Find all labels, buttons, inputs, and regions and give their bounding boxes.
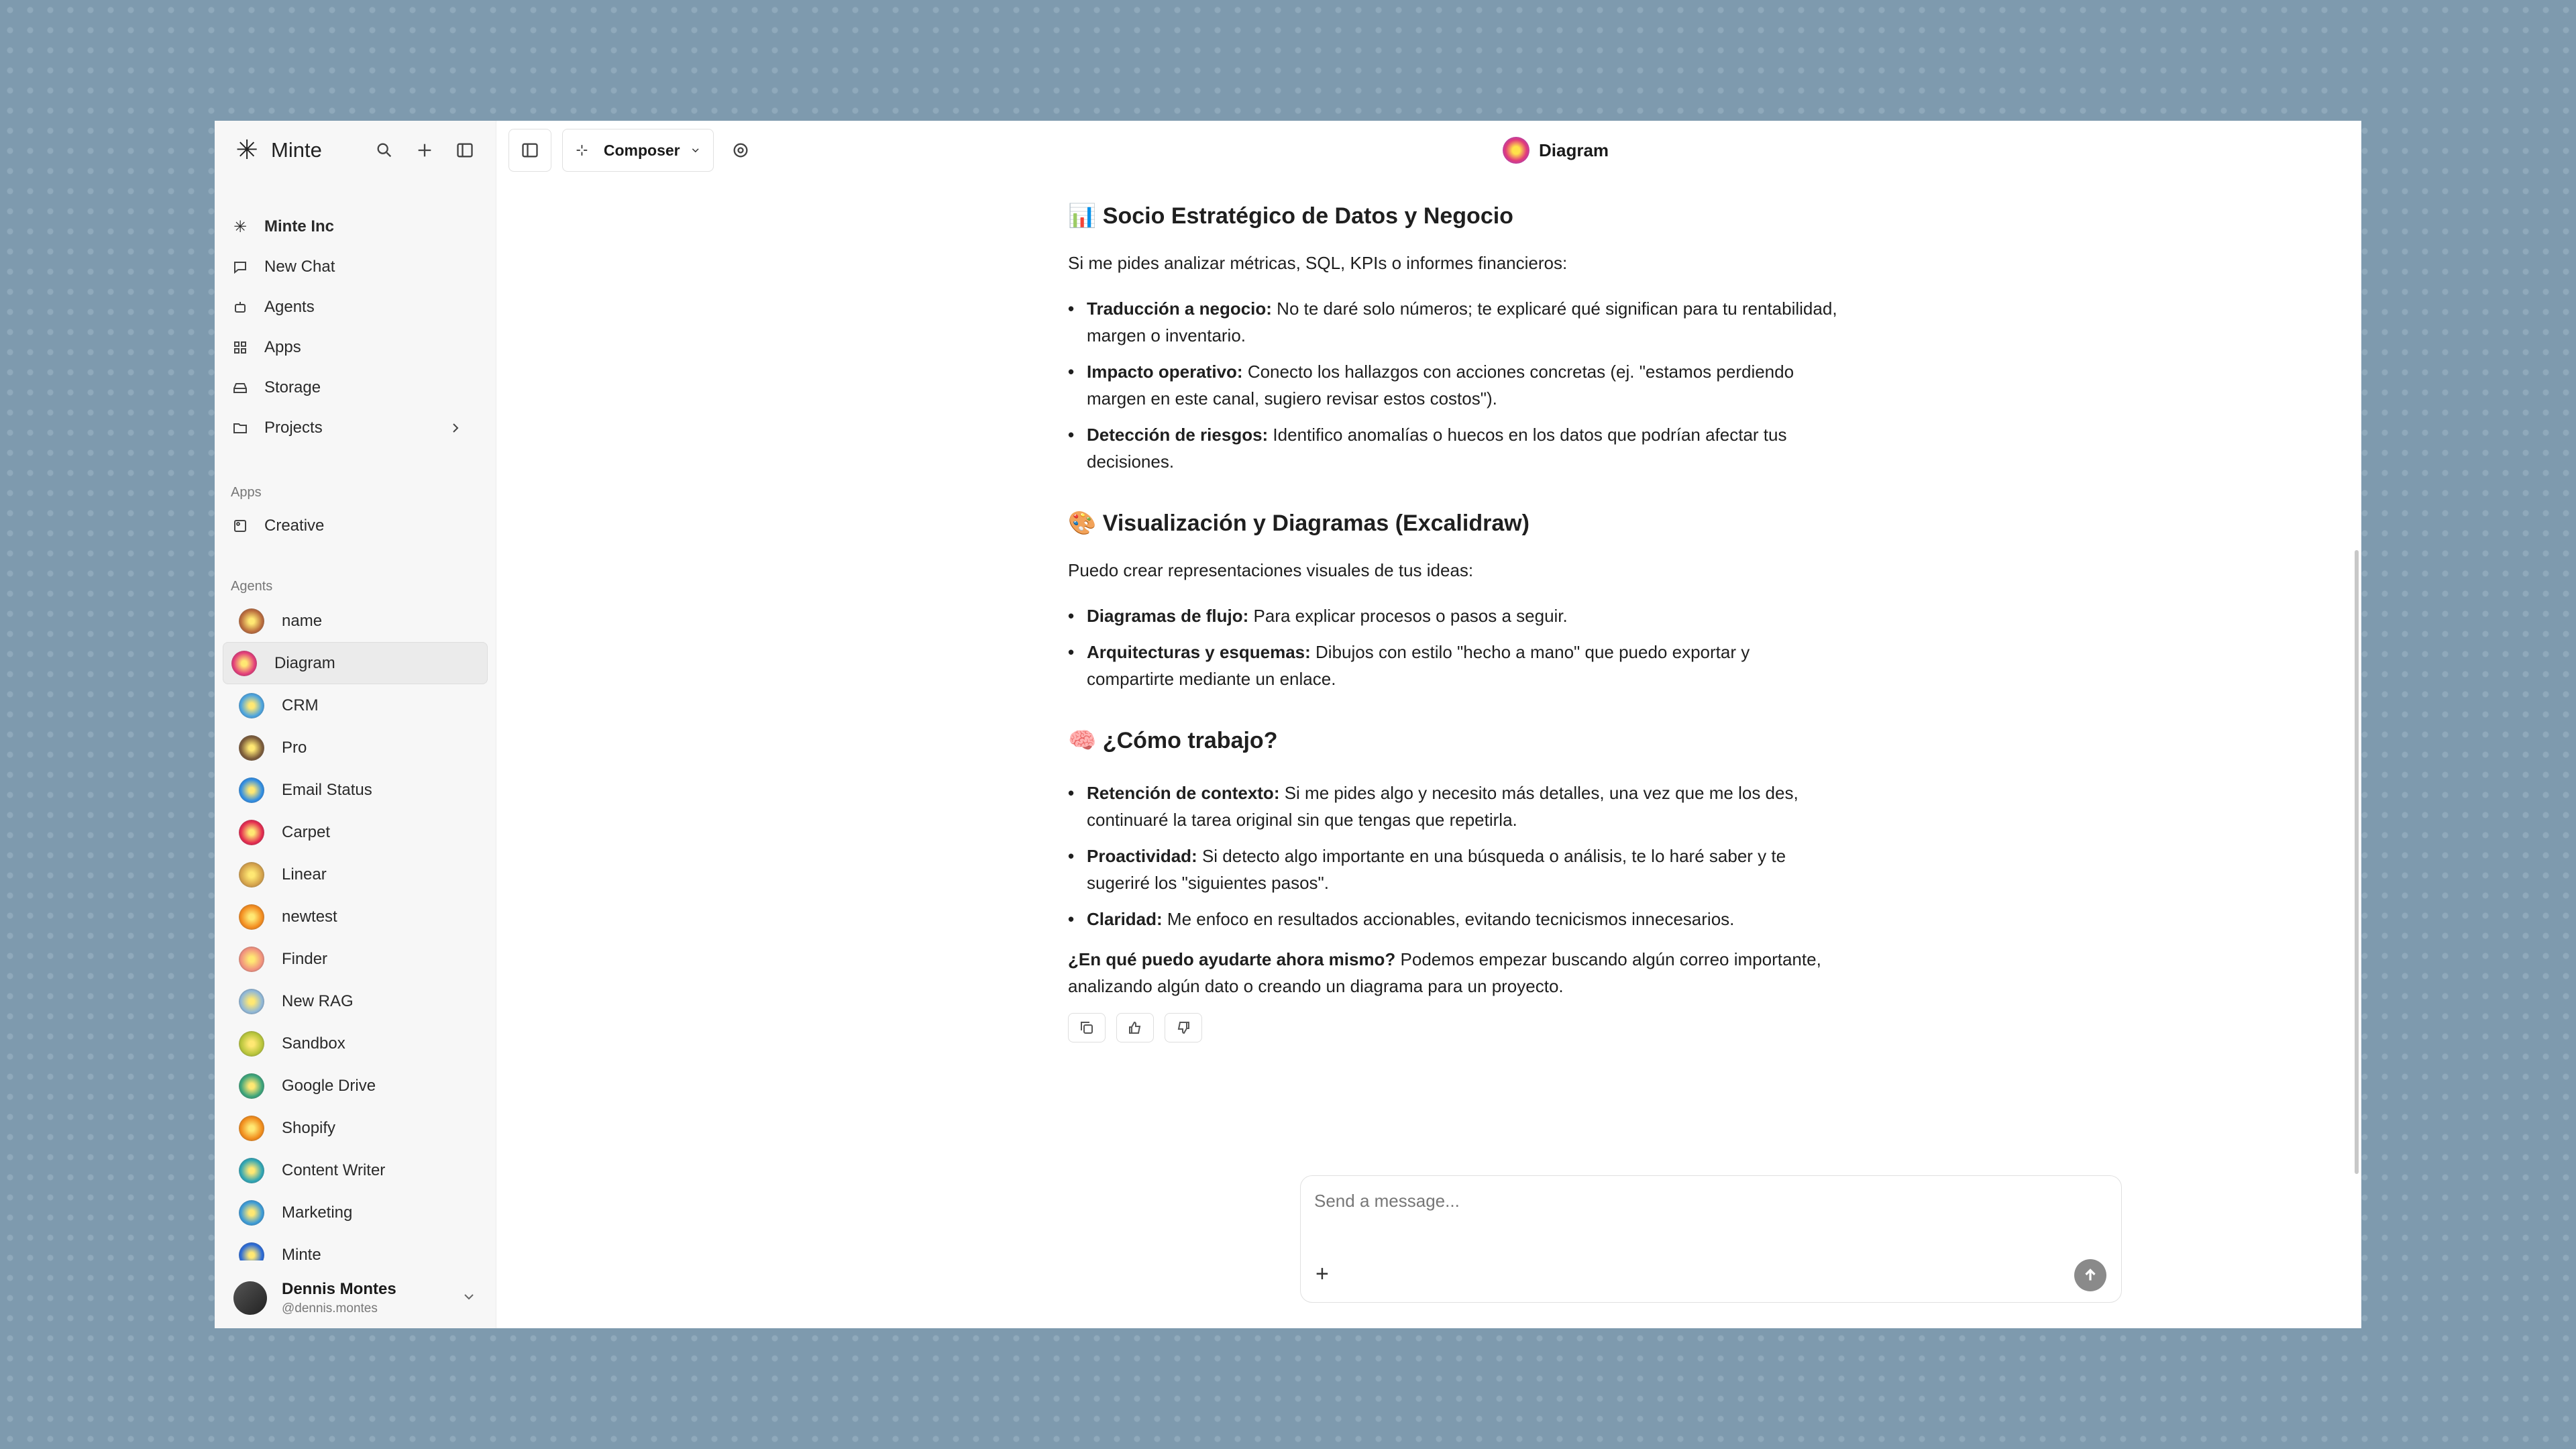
agent-avatar-icon: [239, 608, 264, 634]
sidebar-agent-item[interactable]: [223, 938, 488, 980]
user-profile[interactable]: [215, 1268, 496, 1328]
sidebar-agent-item[interactable]: [223, 727, 488, 769]
grid-icon: [231, 338, 250, 357]
closing-bold: ¿En qué puedo ayudarte ahora mismo?: [1068, 949, 1396, 969]
list-item-text: Me enfoco en resultados accionables, evitando tecnicismos innecesarios.: [1162, 909, 1735, 929]
agent-label: Pro: [282, 738, 307, 757]
chart-emoji-icon: 📊: [1068, 203, 1097, 229]
image-edit-icon: [231, 517, 250, 535]
list-item-bold: Retención de contexto:: [1087, 783, 1280, 803]
agent-avatar-icon: [239, 989, 264, 1014]
agent-avatar-icon: [239, 777, 264, 803]
section-heading: [1068, 201, 1839, 231]
message-composer: [1300, 1175, 2122, 1303]
assistant-message: [1068, 201, 1839, 1042]
sidebar-item-agents[interactable]: [215, 287, 496, 327]
sidebar-agent-item[interactable]: [223, 1065, 488, 1107]
section-title: ¿Cómo trabajo?: [1102, 728, 1278, 753]
panel-toggle-button[interactable]: [508, 129, 551, 172]
bullet-list: [1068, 602, 1839, 692]
message-section-3: [1068, 726, 1839, 1000]
agent-avatar-icon: [239, 862, 264, 888]
agent-avatar-icon: [239, 1158, 264, 1183]
chat-title: [1503, 121, 1609, 180]
list-item: [1068, 421, 1839, 475]
sidebar-agent-item[interactable]: [223, 980, 488, 1022]
agents-section-label: Agents: [231, 578, 273, 594]
sidebar-item-creative[interactable]: [215, 506, 496, 546]
list-item-text: Si detecto algo importante en una búsqueda o análisis, te lo haré saber y te sugeriré los "siguientes pasos".: [1087, 846, 1786, 893]
thumbs-down-button[interactable]: [1165, 1013, 1202, 1042]
storage-icon: [231, 378, 250, 397]
list-item: [1068, 358, 1839, 412]
main-panel: [496, 121, 2361, 1328]
agent-avatar-icon: [239, 904, 264, 930]
sidebar-agent-item[interactable]: [223, 642, 488, 684]
agent-label: name: [282, 611, 323, 630]
message-section-1: [1068, 201, 1839, 475]
list-item: [1068, 780, 1839, 833]
sidebar-item-label: Storage: [264, 378, 321, 396]
copy-button[interactable]: [1068, 1013, 1106, 1042]
chevron-down-icon: [690, 144, 701, 157]
agent-label: Finder: [282, 949, 328, 968]
folder-icon: [231, 419, 250, 437]
list-item: [1068, 602, 1839, 629]
thumbs-up-icon: [1127, 1020, 1143, 1036]
user-name: Dennis Montes: [282, 1280, 396, 1298]
agent-label: Carpet: [282, 822, 331, 841]
agent-avatar-icon: [239, 947, 264, 972]
sidebar-agent-item[interactable]: [223, 600, 488, 642]
sidebar-item-label: Apps: [264, 338, 301, 356]
copy-icon: [1079, 1020, 1095, 1036]
agent-label: Marketing: [282, 1203, 353, 1222]
agent-avatar-icon: [239, 1242, 264, 1261]
section-intro: Puedo crear representaciones visuales de tus ideas:: [1068, 560, 1474, 580]
sidebar-agent-item[interactable]: [223, 684, 488, 727]
agent-label: CRM: [282, 696, 319, 714]
list-item-bold: Traducción a negocio:: [1087, 299, 1272, 319]
sidebar-item-label: Minte Inc: [264, 217, 335, 235]
sidebar-agent-item[interactable]: [223, 1022, 488, 1065]
list-item-bold: Arquitecturas y esquemas:: [1087, 642, 1311, 662]
topbar: [496, 121, 2361, 180]
thumbs-up-button[interactable]: [1116, 1013, 1154, 1042]
brain-emoji-icon: 🧠: [1068, 728, 1097, 753]
agent-label: Linear: [282, 865, 327, 883]
sidebar-agent-item[interactable]: [223, 769, 488, 811]
agent-avatar-icon: [239, 1116, 264, 1141]
app-name: Minte: [271, 138, 322, 162]
list-item-text: Si me pides algo y necesito más detalles, una vez que me los des, continuaré la tarea original sin que tengas que repetirla.: [1087, 783, 1799, 830]
agents-list: [215, 600, 496, 1260]
section-intro: Si me pides analizar métricas, SQL, KPIs o informes financieros:: [1068, 253, 1568, 273]
avatar: [233, 1281, 267, 1315]
agent-avatar-icon: [239, 1031, 264, 1057]
list-item-text: Para explicar procesos o pasos a seguir.: [1248, 606, 1568, 626]
sidebar-nav: [215, 207, 496, 448]
sidebar-item-projects[interactable]: [215, 408, 496, 448]
chevron-right-icon: [446, 419, 465, 437]
section-title: Visualización y Diagramas (Excalidraw): [1102, 511, 1530, 536]
bullet-list: [1068, 780, 1839, 932]
sidebar-item-apps[interactable]: [215, 327, 496, 368]
palette-emoji-icon: 🎨: [1068, 511, 1097, 536]
minte-logo-icon: ✳: [235, 136, 258, 165]
arrow-up-icon: [2082, 1267, 2099, 1284]
plus-icon[interactable]: [413, 138, 437, 162]
app-window: [215, 121, 2361, 1328]
list-item: [1068, 639, 1839, 692]
sidebar-agent-item[interactable]: [223, 1107, 488, 1149]
agent-label: Email Status: [282, 780, 372, 799]
section-heading: [1068, 726, 1839, 755]
robot-icon: [231, 298, 250, 317]
thumbs-down-icon: [1175, 1020, 1191, 1036]
agent-label: Diagram: [274, 653, 335, 672]
user-handle: @dennis.montes: [282, 1301, 378, 1316]
list-item-text: Conecto los hallazgos con acciones concretas (ej. "estamos perdiendo margen en este canal, sugiero revisar estos costos").: [1087, 362, 1794, 409]
agent-avatar-icon: [239, 1200, 264, 1226]
agent-avatar-icon: [239, 735, 264, 761]
search-icon[interactable]: [372, 138, 396, 162]
sparkle-icon: [575, 142, 589, 158]
agent-avatar-icon: [239, 820, 264, 845]
list-item-bold: Impacto operativo:: [1087, 362, 1243, 382]
agent-label: Minte: [282, 1245, 321, 1260]
sidebar-agent-item[interactable]: [223, 1191, 488, 1234]
message-actions: [1068, 1013, 1839, 1042]
agent-label: New RAG: [282, 991, 354, 1010]
agent-label: newtest: [282, 907, 337, 926]
sidebar-item-minte-inc[interactable]: [215, 207, 496, 247]
list-item-text: No te daré solo números; te explicaré qué significan para tu rentabilidad, margen o inventario.: [1087, 299, 1837, 345]
sidebar-agent-item[interactable]: [223, 853, 488, 896]
agent-label: Shopify: [282, 1118, 336, 1137]
panel-icon: [521, 141, 539, 160]
section-heading: [1068, 508, 1839, 538]
list-item: [1068, 906, 1839, 932]
composer-label: Composer: [603, 141, 680, 159]
sidebar-agent-item[interactable]: [223, 1149, 488, 1191]
send-button[interactable]: [2074, 1259, 2106, 1291]
sidebar-item-label: Creative: [264, 517, 325, 535]
agent-avatar-icon: [239, 1073, 264, 1099]
list-item-bold: Proactividad:: [1087, 846, 1197, 866]
list-item-text: Dibujos con estilo "hecho a mano" que puedo exportar y compartirte mediante un enlace.: [1087, 642, 1750, 689]
scrollbar[interactable]: [2355, 550, 2359, 1174]
message-input[interactable]: [1314, 1191, 2052, 1212]
apps-section-label: Apps: [231, 484, 262, 500]
message-section-2: [1068, 508, 1839, 692]
gear-icon: [731, 141, 750, 160]
section-title: Socio Estratégico de Datos y Negocio: [1102, 203, 1513, 229]
list-item-bold: Diagramas de flujo:: [1087, 606, 1249, 626]
list-item-bold: Claridad:: [1087, 909, 1163, 929]
sidebar-toggle-icon[interactable]: [453, 138, 477, 162]
sidebar-agent-item[interactable]: [223, 1234, 488, 1260]
agent-avatar-icon: [239, 693, 264, 718]
bullet-list: [1068, 295, 1839, 475]
settings-button[interactable]: [729, 138, 753, 162]
sidebar: [215, 121, 496, 1328]
list-item: [1068, 843, 1839, 896]
minte-logo-icon: ✳: [233, 217, 248, 236]
list-item-bold: Detección de riesgos:: [1087, 425, 1269, 445]
sidebar-item-label: New Chat: [264, 258, 335, 276]
add-attachment-icon[interactable]: +: [1316, 1261, 1329, 1287]
agent-label: Content Writer: [282, 1161, 386, 1179]
closing-text: Podemos empezar buscando algún correo importante, analizando algún dato o creando un diagrama para un proyecto.: [1068, 949, 1821, 996]
sidebar-item-label: Projects: [264, 419, 323, 437]
closing-paragraph: [1068, 946, 1839, 1000]
sidebar-item-label: Agents: [264, 298, 315, 316]
sidebar-header: [215, 121, 496, 180]
agent-avatar-icon: [1503, 137, 1529, 164]
agent-label: Sandbox: [282, 1034, 345, 1053]
chat-icon: [231, 258, 250, 276]
agent-avatar-icon: [231, 651, 257, 676]
sidebar-agent-item[interactable]: [223, 896, 488, 938]
composer-dropdown[interactable]: [562, 129, 714, 172]
sidebar-item-storage[interactable]: [215, 368, 496, 408]
chevron-down-icon[interactable]: [461, 1289, 477, 1308]
list-item: [1068, 295, 1839, 349]
sidebar-agent-item[interactable]: [223, 811, 488, 853]
sidebar-item-new-chat[interactable]: [215, 247, 496, 287]
chat-title-text: Diagram: [1539, 140, 1609, 160]
list-item-text: Identifico anomalías o huecos en los datos que podrían afectar tus decisiones.: [1087, 425, 1787, 472]
agent-label: Google Drive: [282, 1076, 376, 1095]
